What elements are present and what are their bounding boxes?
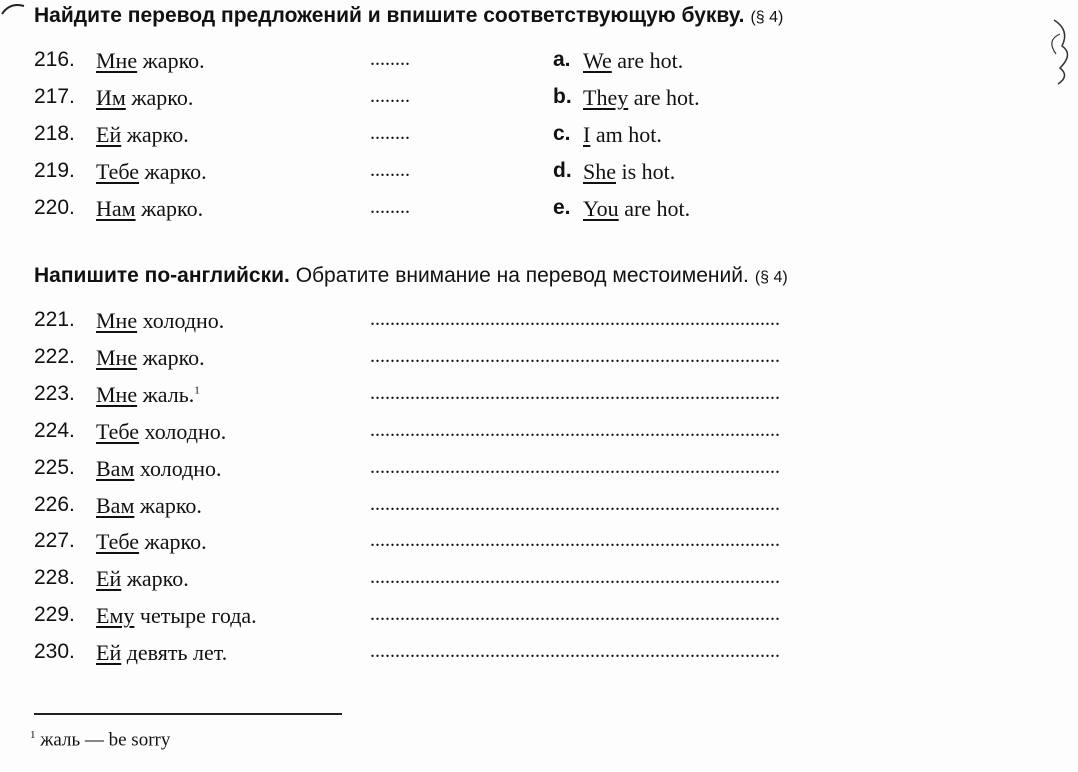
answer-line[interactable]: .................................................................................. [370,529,780,552]
item-number: 219. [34,159,75,182]
answer-line[interactable]: .................................................................................. [370,344,780,367]
exercise-row [0,456,1078,490]
answer-line[interactable]: .................................................................................. [370,308,780,330]
russian-sentence [96,640,227,666]
option-letter: d. [553,159,572,182]
sentence-rest: жарко. [141,196,204,221]
english-sentence [583,196,690,222]
pronoun: Ему [96,603,135,629]
russian-sentence [96,308,224,334]
item-number: 225. [34,455,75,479]
english-sentence [583,48,683,74]
sentence-rest: четыре года. [139,603,257,629]
sentence-rest: жарко. [139,492,202,518]
russian-sentence [96,456,222,482]
russian-sentence [96,493,202,519]
russian-sentence [96,196,203,222]
answer-blank[interactable]: ........ [370,196,410,218]
sentence-rest: жаль. [142,381,195,407]
sentence-rest: жарко. [144,529,207,555]
section2-title-rest: Обратите внимание на перевод местоимений. [295,264,749,287]
english-sentence [583,159,675,185]
sentence-rest: холодно. [144,418,227,444]
answer-line[interactable]: .................................................................................. [370,566,780,589]
russian-sentence [96,122,189,148]
sentence-rest: жарко. [126,566,189,592]
russian-sentence [96,566,189,592]
exercise-row [0,529,1078,563]
russian-sentence [96,159,207,185]
answer-line[interactable]: .................................................................................. [370,492,780,515]
section2-title-bold: Напишите по-английски. [34,264,290,287]
pronoun: She [583,159,616,184]
russian-sentence [96,48,205,74]
exercise-row [0,196,1078,230]
item-number: 227. [34,529,75,553]
item-number: 229. [34,603,75,627]
sentence-rest: is hot. [621,159,676,184]
section2-ref: (§ 4) [754,269,788,286]
option-letter: e. [553,196,571,219]
pronoun: I [583,122,591,147]
section1-ref: (§ 4) [750,9,784,26]
answer-blank[interactable]: ........ [370,159,410,181]
item-number: 220. [34,196,75,219]
pronoun: Нам [96,196,136,221]
sentence-rest: жарко. [142,344,205,370]
sentence-rest: холодно. [142,308,225,333]
sentence-rest: жарко. [131,85,194,110]
pronoun: Тебе [96,529,140,555]
item-number: 216. [34,48,75,71]
item-number: 226. [34,492,75,516]
pronoun: Ей [96,122,122,147]
pronoun: Ей [96,566,122,592]
exercise-row [0,345,1078,379]
item-number: 217. [34,85,75,108]
exercise-row [0,640,1078,674]
sentence-rest: are hot. [617,48,684,73]
russian-sentence [96,419,226,445]
section1-heading [34,4,783,28]
footnote-ref: 1 [194,384,200,397]
item-number: 222. [34,344,75,368]
footnote-mark: 1 [30,729,36,741]
answer-blank[interactable]: ........ [370,85,410,107]
answer-blank[interactable]: ........ [370,48,410,70]
exercise-row [0,493,1078,527]
sentence-rest: девять лет. [126,640,228,666]
pronoun: Им [96,85,126,110]
english-sentence [583,122,662,148]
item-number: 223. [34,381,75,405]
answer-line[interactable]: .................................................................................. [370,418,780,441]
russian-sentence [96,382,200,408]
option-letter: c. [553,122,571,145]
pronoun: Мне [96,381,138,407]
item-number: 218. [34,122,75,145]
answer-line[interactable]: .................................................................................. [370,455,780,478]
sentence-rest: жарко. [144,159,207,184]
exercise-row [0,48,1078,82]
pronoun: We [583,48,612,73]
corner-scribble-left [0,0,30,20]
answer-line[interactable]: .................................................................................. [370,640,780,663]
sentence-rest: are hot. [624,196,691,221]
sentence-rest: жарко. [142,48,205,73]
pronoun: Мне [96,48,138,73]
option-letter: a. [553,48,571,71]
russian-sentence [96,529,207,555]
footnote [30,729,170,751]
item-number: 221. [34,308,75,331]
answer-blank[interactable]: ........ [370,122,410,144]
item-number: 224. [34,418,75,442]
english-sentence [583,85,700,111]
pronoun: Мне [96,344,138,370]
answer-line[interactable]: .................................................................................. [370,603,780,626]
item-number: 228. [34,566,75,590]
pronoun: Тебе [96,159,140,184]
option-letter: b. [553,85,572,108]
russian-sentence [96,345,205,371]
russian-sentence [96,603,257,629]
exercise-row [0,159,1078,193]
sentence-rest: холодно. [139,455,222,481]
exercise-row [0,419,1078,453]
pronoun: Вам [96,492,135,518]
sentence-rest: are hot. [633,85,700,110]
item-number: 230. [34,640,75,664]
answer-line[interactable]: .................................................................................. [370,381,780,404]
section2-heading [34,264,788,288]
russian-sentence [96,85,193,111]
pronoun: They [583,85,629,110]
sentence-rest: am hot. [595,122,662,147]
exercise-row [0,308,1078,342]
pronoun: You [583,196,619,221]
exercise-row [0,603,1078,637]
exercise-row [0,122,1078,156]
exercise-row [0,85,1078,119]
footnote-divider [34,713,342,715]
footnote-text: жаль — be sorry [40,729,171,751]
pronoun: Тебе [96,418,140,444]
section1-title: Найдите перевод предложений и впишите соответствующую букву. [34,4,745,27]
sentence-rest: жарко. [126,122,189,147]
pronoun: Ей [96,640,122,666]
exercise-row [0,382,1078,416]
pronoun: Мне [96,308,138,333]
exercise-row [0,566,1078,600]
pronoun: Вам [96,455,135,481]
